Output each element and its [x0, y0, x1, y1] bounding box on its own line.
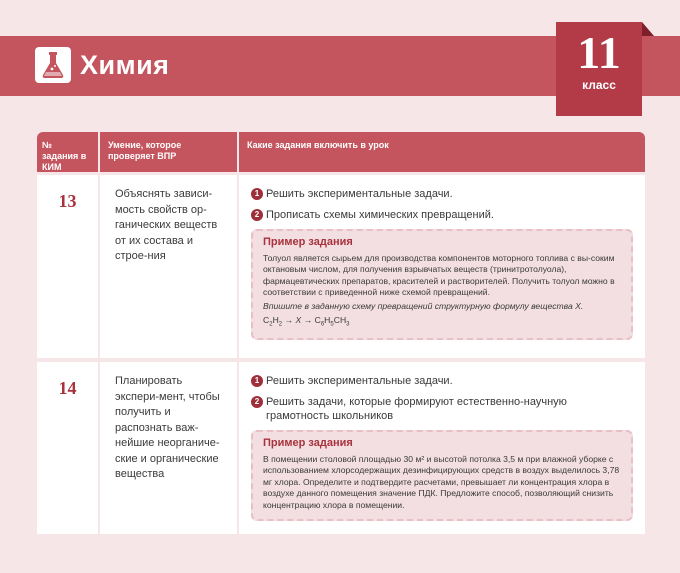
grade-number: 11 — [577, 27, 621, 78]
example-title: Пример задания — [263, 437, 353, 449]
number-bullet: 2 — [251, 209, 263, 221]
task-item — [251, 187, 633, 201]
task-number: 14 — [37, 362, 98, 534]
grade-label: класс — [582, 78, 616, 92]
task-number: 13 — [37, 175, 98, 358]
example-box — [251, 430, 633, 521]
task-item — [251, 395, 633, 423]
column-header-skill: Умение, которое проверяет ВПР — [100, 132, 237, 172]
task-text: Решить экспериментальные задачи. — [266, 188, 453, 200]
number-bullet: 1 — [251, 188, 263, 200]
task-list — [239, 175, 645, 358]
column-header-tasks: Какие задания включить в урок — [239, 132, 645, 172]
flask-icon — [35, 47, 71, 83]
example-box — [251, 229, 633, 340]
column-header-number: № задания в КИМ — [37, 132, 98, 172]
example-text: В помещении столовой площадью 30 м² и высотой потолка 3,5 м при влажной уборке с использованием хлорсодержащих дезинфицирующих средств в воздух выделилось 3,78 мг хлора. Определите и подтвердите расчетами, превышает ли концентрация хлора в воздухе данного помещения значение ПДК. Предложите способ, позволяющий снизить концентрацию хлора в помещении. — [263, 453, 620, 510]
reaction-scheme: $C_2H_2 \to X \to C_6H_5CH_3$ — [263, 314, 350, 328]
task-text: Прописать схемы химических превращений. — [266, 209, 494, 221]
number-bullet: 1 — [251, 375, 263, 387]
example-title: Пример задания — [263, 236, 353, 248]
task-item — [251, 374, 633, 388]
task-text: Решить экспериментальные задачи. — [266, 375, 453, 387]
number-bullet: 2 — [251, 396, 263, 408]
skill-text: Планировать экспери-мент, чтобы получить и распознать важ-нейшие неорганиче-ские и органические вещества — [100, 362, 237, 534]
task-list — [239, 362, 645, 534]
skill-text: Объяснять зависи-мость свойств ор-ганических веществ от их состава и строе-ния — [100, 175, 237, 358]
example-instruction: Впишите в заданную схему превращений структурную формулу вещества X. — [263, 300, 584, 311]
grade-tab-fold — [642, 22, 654, 36]
task-item — [251, 208, 633, 222]
subject-title: Химия — [80, 50, 170, 80]
task-text: Решить задачи, которые формируют естественно-научную грамотность школьников — [266, 396, 567, 422]
example-text: Толуол является сырьем для производства компонентов моторного топлива с вы-соким октановым числом, для получения взрывчатых веществ (тринитротолуола), фармацевтических препаратов, красителей и растворителей. Получить толуол можно в соответствии с приведенной ниже схемой превращений. — [263, 252, 615, 298]
